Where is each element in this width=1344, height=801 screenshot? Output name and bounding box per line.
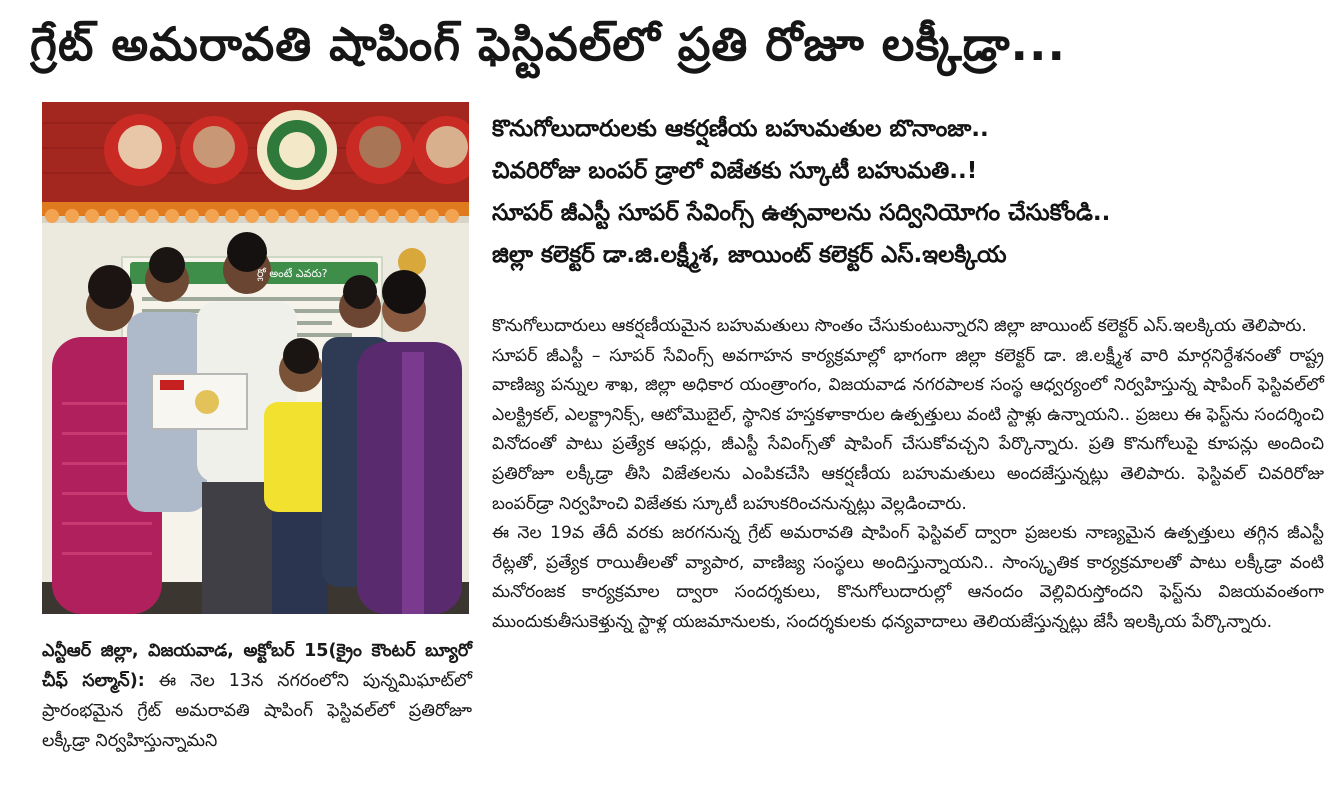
subheading-1: కొనుగోలుదారులకు ఆకర్షణీయ బహుమతుల బొనాంజా.. bbox=[492, 116, 989, 142]
dateline-text: ఈ నెల 13న నగరంలోని పున్నమిఘాట్‌లో ప్రారంభమైన గ్రేట్ అమరావతి షాపింగ్ ఫెస్టివల్‌లో ప్రతిరోజూ లక్కీడ్రా నిర్వహిస్తున్నామని bbox=[42, 671, 472, 751]
article-body bbox=[492, 312, 1324, 638]
paragraph-3: ఈ నెల 19వ తేదీ వరకు జరగనున్న గ్రేట్ అమరావతి షాపింగ్ ఫెస్టివల్ ద్వారా ప్రజలకు నాణ్యమైన ఉత్పత్తులు తగ్గిన జీఎస్టీ రేట్లతో, ప్రత్యేక రాయితీలతో వ్యాపార, వాణిజ్య సంస్థలు అందిస్తున్నాయని.. సాంస్కృతిక కార్యక్రమాలతో పాటు లక్కీడ్రా వంటి మనోరంజక కార్యక్రమాల ద్వారా సందర్శకులు, కొనుగోలుదారుల్లో ఆనందం వెల్లివిరుస్తోందని ఫెస్ట్‌ను విజయవంతంగా ముందుకుతీసుకెళ్తున్న స్టాళ్ల యజమానులకు, సందర్శకులకు ధన్యవాదాలు తెలియజేస్తున్నట్లు జేసీ ఇలక్కియ పేర్కొన్నారు. bbox=[492, 523, 1324, 632]
paragraph-2: సూపర్ జీఎస్టీ – సూపర్ సేవింగ్స్ అవగాహన కార్యక్రమాల్లో భాగంగా జిల్లా కలెక్టర్ డా. జి.లక్ష్మీశ వారి మార్గనిర్దేశనంతో రాష్ట్ర వాణిజ్య పన్నుల శాఖ, జిల్లా అధికార యంత్రాంగం, విజయవాడ నగరపాలక సంస్థ ఆధ్వర్యంలో నిర్వహిస్తున్న షాపింగ్ ఫెస్టివల్‌లో ఎలక్ట్రికల్, ఎలక్ట్రానిక్స్, ఆటోమొబైల్, స్థానిక హస్తకళాకారుల ఉత్పత్తులు వంటి స్టాళ్లు ఉన్నాయని.. ప్రజలు ఈ ఫెస్ట్‌ను సందర్శించి వినోదంతో పాటు ప్రత్యేక ఆఫర్లు, జీఎస్టీ సేవింగ్స్‌తో షాపింగ్ చేసుకోవచ్చని పేర్కొన్నారు. ప్రతి కొనుగోలుపై కూపన్లు అందించి ప్రతిరోజూ లక్కీడ్రా తీసి విజేతలను ఎంపికచేసి ఆకర్షణీయ బహుమతులు అందజేస్తున్నట్లు తెలిపారు. ఫెస్టివల్ చివరిరోజు బంపర్‌డ్రా నిర్వహించి విజేతకు స్కూటీ బహుకరించనున్నట్లు వెల్లడించారు. bbox=[492, 345, 1324, 514]
headline: గ్రేట్ అమరావతి షాపింగ్ ఫెస్టివల్‌లో ప్రతి రోజూ లక్కీడ్రా... bbox=[30, 17, 1066, 71]
backdrop-banner-text: ర్లో అంటే ఎవరు? bbox=[257, 267, 328, 280]
subheading-2: చివరిరోజు బంపర్ డ్రాలో విజేతకు స్కూటీ బహుమతి..! bbox=[492, 158, 978, 184]
dateline-byline: ఎన్టీఆర్ జిల్లా, విజయవాడ, అక్టోబర్ 15(క్రైం కౌంటర్ బ్యూరో చీఫ్ సల్మాన్): bbox=[42, 641, 472, 691]
subheading-4: జిల్లా కలెక్టర్ డా.జి.లక్ష్మీశ, జాయింట్ కలెక్టర్ ఎస్.ఇలక్కియ bbox=[492, 242, 1007, 268]
news-photo bbox=[42, 102, 469, 614]
paragraph-1: కొనుగోలుదారులు ఆకర్షణీయమైన బహుమతులు సొంతం చేసుకుంటున్నారని జిల్లా జాయింట్ కలెక్టర్ ఎస్.ఇలక్కియ తెలిపారు. bbox=[492, 316, 1307, 336]
dateline bbox=[42, 636, 472, 756]
subheadings bbox=[492, 108, 1332, 276]
subheading-3: సూపర్ జీఎస్టీ సూపర్ సేవింగ్స్ ఉత్సవాలను సద్వినియోగం చేసుకోండి.. bbox=[492, 200, 1111, 226]
